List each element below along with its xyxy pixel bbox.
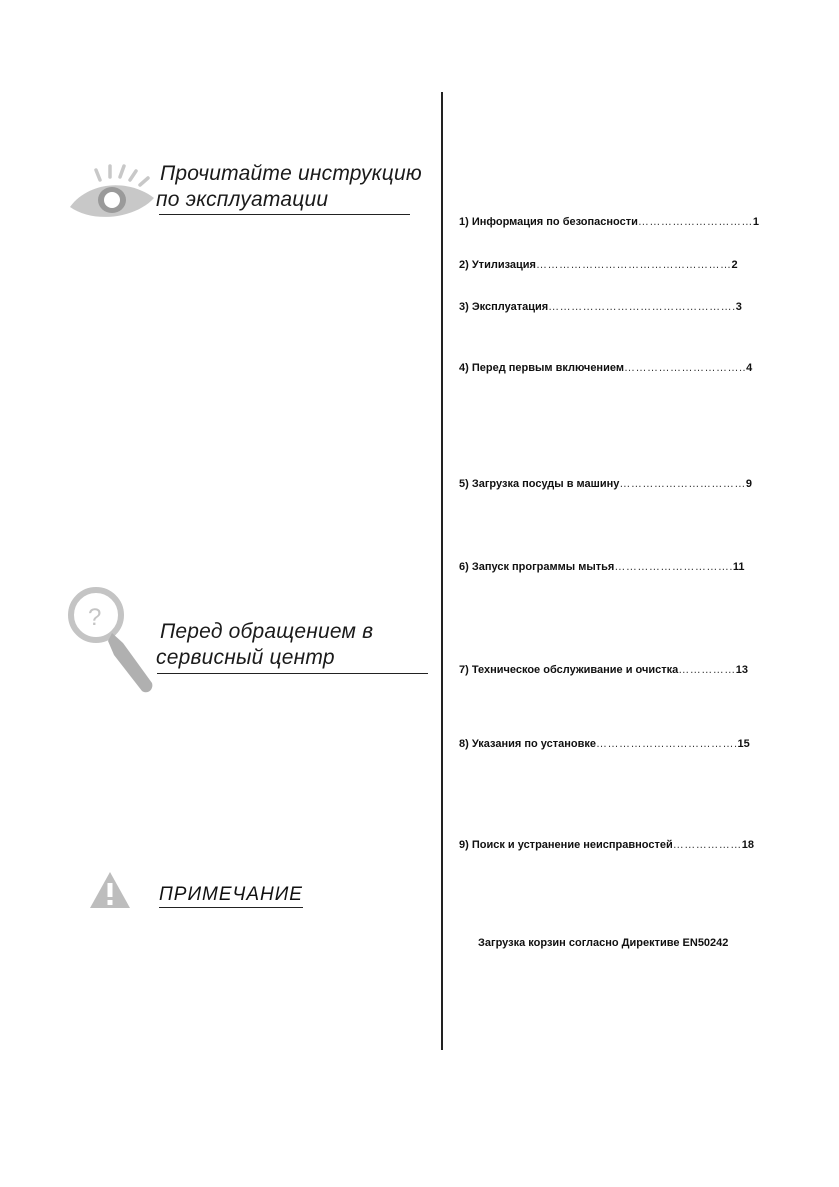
toc-entry-start-program[interactable] xyxy=(459,561,745,574)
toc-page: 9 xyxy=(745,478,752,490)
toc-entry-installation[interactable] xyxy=(459,738,750,751)
toc-title: 1) Информация по безопасности xyxy=(459,216,638,228)
column-divider xyxy=(441,92,443,1050)
read-manual-rule xyxy=(159,214,410,215)
basket-loading-note: Загрузка корзин согласно Директиве EN50242 xyxy=(478,937,729,949)
eye-icon xyxy=(66,160,156,225)
toc-entry-first-use[interactable] xyxy=(459,362,752,375)
toc-page: 1 xyxy=(752,216,760,228)
toc-entry-operation[interactable] xyxy=(459,301,742,314)
toc-dots: …………………………… xyxy=(619,478,746,490)
toc-title: 8) Указания по установке xyxy=(459,738,596,750)
toc-entry-troubleshooting[interactable] xyxy=(459,839,754,852)
toc-dots: …………………………………………… xyxy=(535,259,732,271)
warning-icon xyxy=(89,870,131,915)
service-heading: Перед обращением в сервисный центр xyxy=(156,620,374,669)
toc-title: 7) Техническое обслуживание и очистка xyxy=(459,664,679,676)
toc-page: 11 xyxy=(732,561,745,573)
toc-title: 3) Эксплуатация xyxy=(459,301,549,313)
toc-page: 18 xyxy=(741,839,754,851)
magnifier-question-icon xyxy=(68,585,158,702)
toc-page: 2 xyxy=(731,259,738,271)
toc-page: 3 xyxy=(735,301,742,313)
toc-title: 5) Загрузка посуды в машину xyxy=(459,478,620,490)
toc-page: 13 xyxy=(735,664,748,676)
toc-dots: ………………………… xyxy=(637,216,753,228)
service-rule xyxy=(157,673,428,674)
toc-page: 15 xyxy=(737,738,750,750)
toc-dots: …………………………………………. xyxy=(548,301,736,313)
note-title: ПРИМЕЧАНИЕ xyxy=(159,884,303,908)
toc-dots: ………………………….. xyxy=(623,362,747,374)
toc-title: 9) Поиск и устранение неисправностей xyxy=(459,839,673,851)
toc-title: 6) Запуск программы мытья xyxy=(459,561,615,573)
read-manual-heading: Прочитайте инструкцию по эксплуатации xyxy=(156,162,422,211)
toc-dots: …………… xyxy=(678,664,736,676)
toc-page: 4 xyxy=(746,362,753,374)
toc-entry-maintenance[interactable] xyxy=(459,664,748,677)
toc-title: 2) Утилизация xyxy=(459,259,536,271)
toc-entry-loading[interactable] xyxy=(459,478,752,491)
toc-dots: …………………………. xyxy=(614,561,733,573)
toc-entry-disposal[interactable] xyxy=(459,259,738,272)
toc-title: 4) Перед первым включением xyxy=(459,362,624,374)
toc-entry-safety[interactable] xyxy=(459,216,759,229)
svg-text:?: ? xyxy=(88,604,102,631)
toc-dots: ………………………………. xyxy=(595,738,738,750)
toc-dots: ……………… xyxy=(672,839,742,851)
